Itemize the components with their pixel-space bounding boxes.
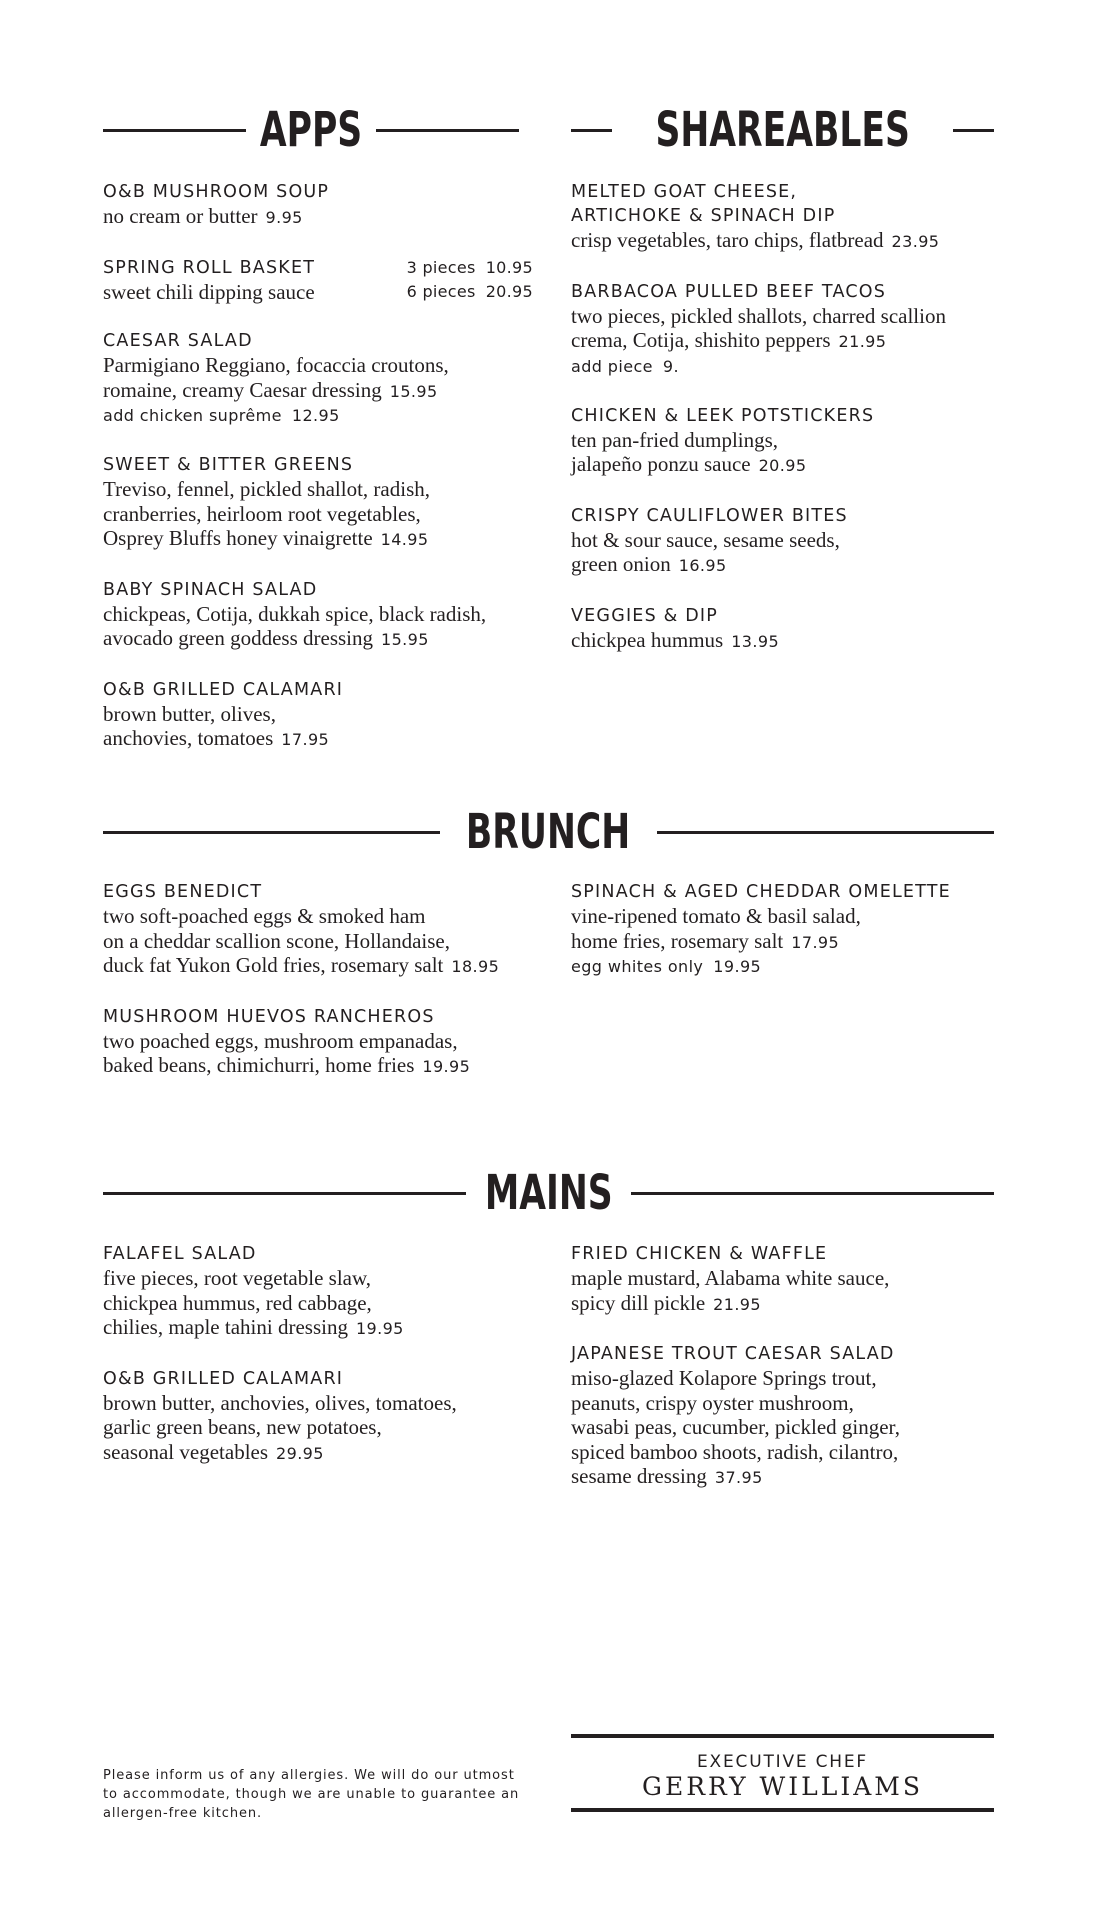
item-name: JAPANESE TROUT CAESAR SALAD [571, 1344, 895, 1364]
mains-header [103, 1161, 994, 1225]
menu-item [103, 880, 543, 980]
header-rule [103, 831, 440, 834]
size-option: 3 pieces 10.95 [406, 257, 533, 277]
item-desc: five pieces, root vegetable slaw, chickpea hummus, red cabbage, chilies, maple tahini dressing 19.95 [103, 1266, 404, 1339]
menu-item [571, 404, 1011, 479]
header-rule [657, 831, 994, 834]
item-name: SWEET & BITTER GREENS [103, 455, 354, 475]
item-name: SPRING ROLL BASKET [103, 257, 316, 278]
item-price: 19.95 [422, 1057, 471, 1076]
item-sizes [407, 256, 533, 305]
item-price: 29.95 [276, 1443, 324, 1463]
shareables-column [571, 180, 1011, 679]
item-desc: brown butter, olives, anchovies, tomatoes 17.95 [103, 701, 330, 750]
item-desc: ten pan-fried dumplings, jalapeño ponzu sauce 20.95 [571, 427, 807, 476]
item-desc: brown butter, anchovies, olives, tomatoes, garlic green beans, new potatoes, seasonal vegetables 29.95 [103, 1390, 457, 1464]
item-name: SPINACH & AGED CHEDDAR OMELETTE [571, 882, 951, 902]
item-price: 14.95 [380, 530, 429, 549]
shareables-header [571, 98, 994, 162]
menu-item [571, 604, 1011, 655]
item-desc: two soft-poached eggs & smoked ham on a cheddar scallion scone, Hollandaise, duck fat Yukon Gold fries, rosemary salt 18.95 [103, 904, 500, 977]
item-price: 9.95 [265, 208, 303, 227]
menu-item [103, 1242, 543, 1342]
chef-top-rule [571, 1734, 994, 1738]
brunch-left-column [103, 880, 543, 1105]
header-rule [376, 129, 519, 132]
item-price: 23.95 [891, 232, 940, 251]
item-name: BARBACOA PULLED BEEF TACOS [571, 281, 887, 302]
item-price: 21.95 [838, 332, 887, 351]
item-price: 15.95 [389, 381, 438, 401]
item-price: 15.95 [381, 630, 429, 649]
item-desc: two pieces, pickled shallots, charred scallion crema, Cotija, shishito peppers 21.95 [571, 303, 946, 352]
executive-chef-box [571, 1734, 994, 1814]
item-desc: chickpea hummus 13.95 [571, 627, 780, 652]
item-name: FRIED CHICKEN & WAFFLE [571, 1244, 828, 1264]
item-price: 20.95 [758, 456, 807, 475]
menu-item [103, 329, 533, 428]
item-price: 21.95 [713, 1294, 761, 1314]
mains-title: MAINS [484, 1165, 613, 1221]
item-price: 17.95 [281, 730, 330, 749]
size-option: 6 pieces 20.95 [406, 282, 533, 301]
chef-bottom-rule [571, 1808, 994, 1812]
item-price: 17.95 [791, 932, 840, 952]
item-desc: Treviso, fennel, pickled shallot, radish, cranberries, heirloom root vegetables, Osprey Bluffs honey vinaigrette 14.95 [103, 477, 431, 550]
menu-item [103, 578, 533, 653]
item-price: 37.95 [714, 1468, 763, 1487]
item-option: add chicken suprême 12.95 [103, 406, 340, 425]
item-desc: no cream or butter 9.95 [103, 204, 303, 228]
menu-item [571, 180, 1011, 255]
item-name: MELTED GOAT CHEESE, ARTICHOKE & SPINACH DIP [571, 182, 836, 226]
apps-column [103, 180, 533, 778]
menu-item [103, 1367, 543, 1467]
menu-item [571, 1242, 1011, 1317]
item-name: VEGGIES & DIP [571, 605, 719, 626]
menu-item-spring-roll [103, 256, 533, 305]
item-desc: two poached eggs, mushroom empanadas, baked beans, chimichurri, home fries 19.95 [103, 1028, 471, 1077]
item-name: CHICKEN & LEEK POTSTICKERS [571, 405, 875, 426]
item-desc: hot & sour sauce, sesame seeds, green onion 16.95 [571, 527, 840, 576]
mains-right-column [571, 1242, 1011, 1516]
item-name: CRISPY CAULIFLOWER BITES [571, 505, 848, 526]
item-price: 13.95 [731, 631, 780, 651]
header-rule [103, 129, 246, 132]
menu-item [571, 504, 1011, 579]
menu-item [571, 280, 1011, 379]
chef-label: EXECUTIVE CHEF [697, 1752, 868, 1772]
brunch-right-column [571, 880, 1011, 1004]
item-name: O&B GRILLED CALAMARI [103, 1368, 344, 1389]
menu-item [571, 880, 1011, 979]
item-name: MUSHROOM HUEVOS RANCHEROS [103, 1006, 435, 1027]
menu-item [103, 678, 533, 753]
item-price: 18.95 [451, 957, 500, 976]
item-desc: chickpeas, Cotija, dukkah spice, black radish, avocado green goddess dressing 15.95 [103, 601, 487, 650]
chef-name: GERRY WILLIAMS [642, 1772, 923, 1801]
item-price: 19.95 [355, 1319, 404, 1338]
item-name: CAESAR SALAD [103, 331, 253, 351]
item-name: BABY SPINACH SALAD [103, 579, 318, 600]
item-desc: Parmigiano Reggiano, focaccia croutons, romaine, creamy Caesar dressing 15.95 [103, 353, 449, 402]
header-rule [571, 129, 612, 132]
item-desc: vine-ripened tomato & basil salad, home fries, rosemary salt 17.95 [571, 904, 861, 953]
mains-left-column [103, 1242, 543, 1491]
item-price: 16.95 [678, 556, 727, 575]
item-desc: crisp vegetables, taro chips, flatbread 23.95 [571, 228, 940, 252]
item-desc: sweet chili dipping sauce [103, 279, 315, 304]
header-rule [103, 1192, 466, 1195]
allergy-note: Please inform us of any allergies. We will do our utmost to accommodate, though we are unable to guarantee an allergen-free kitchen. [103, 1768, 520, 1821]
item-option: egg whites only 19.95 [571, 957, 762, 976]
menu-item [103, 1005, 543, 1080]
menu-item [103, 453, 533, 553]
item-name: FALAFEL SALAD [103, 1244, 257, 1264]
brunch-header [103, 800, 994, 864]
brunch-title: BRUNCH [466, 804, 631, 860]
shareables-title: SHAREABLES [655, 102, 910, 158]
apps-header [103, 98, 519, 162]
header-rule [953, 129, 994, 132]
item-name: EGGS BENEDICT [103, 882, 263, 902]
item-name: O&B GRILLED CALAMARI [103, 679, 344, 700]
item-name: O&B MUSHROOM SOUP [103, 182, 330, 202]
header-rule [631, 1192, 994, 1195]
menu-item [571, 1342, 1011, 1491]
item-desc: miso-glazed Kolapore Springs trout, peanuts, crispy oyster mushroom, wasabi peas, cucumber, pickled ginger, spiced bamboo shoots, radish, cilantro, sesame dressing 37.95 [571, 1366, 900, 1488]
menu-item [103, 180, 533, 231]
item-desc: maple mustard, Alabama white sauce, spicy dill pickle 21.95 [571, 1266, 890, 1315]
apps-title: APPS [259, 102, 363, 158]
item-option: add piece 9. [571, 356, 679, 376]
